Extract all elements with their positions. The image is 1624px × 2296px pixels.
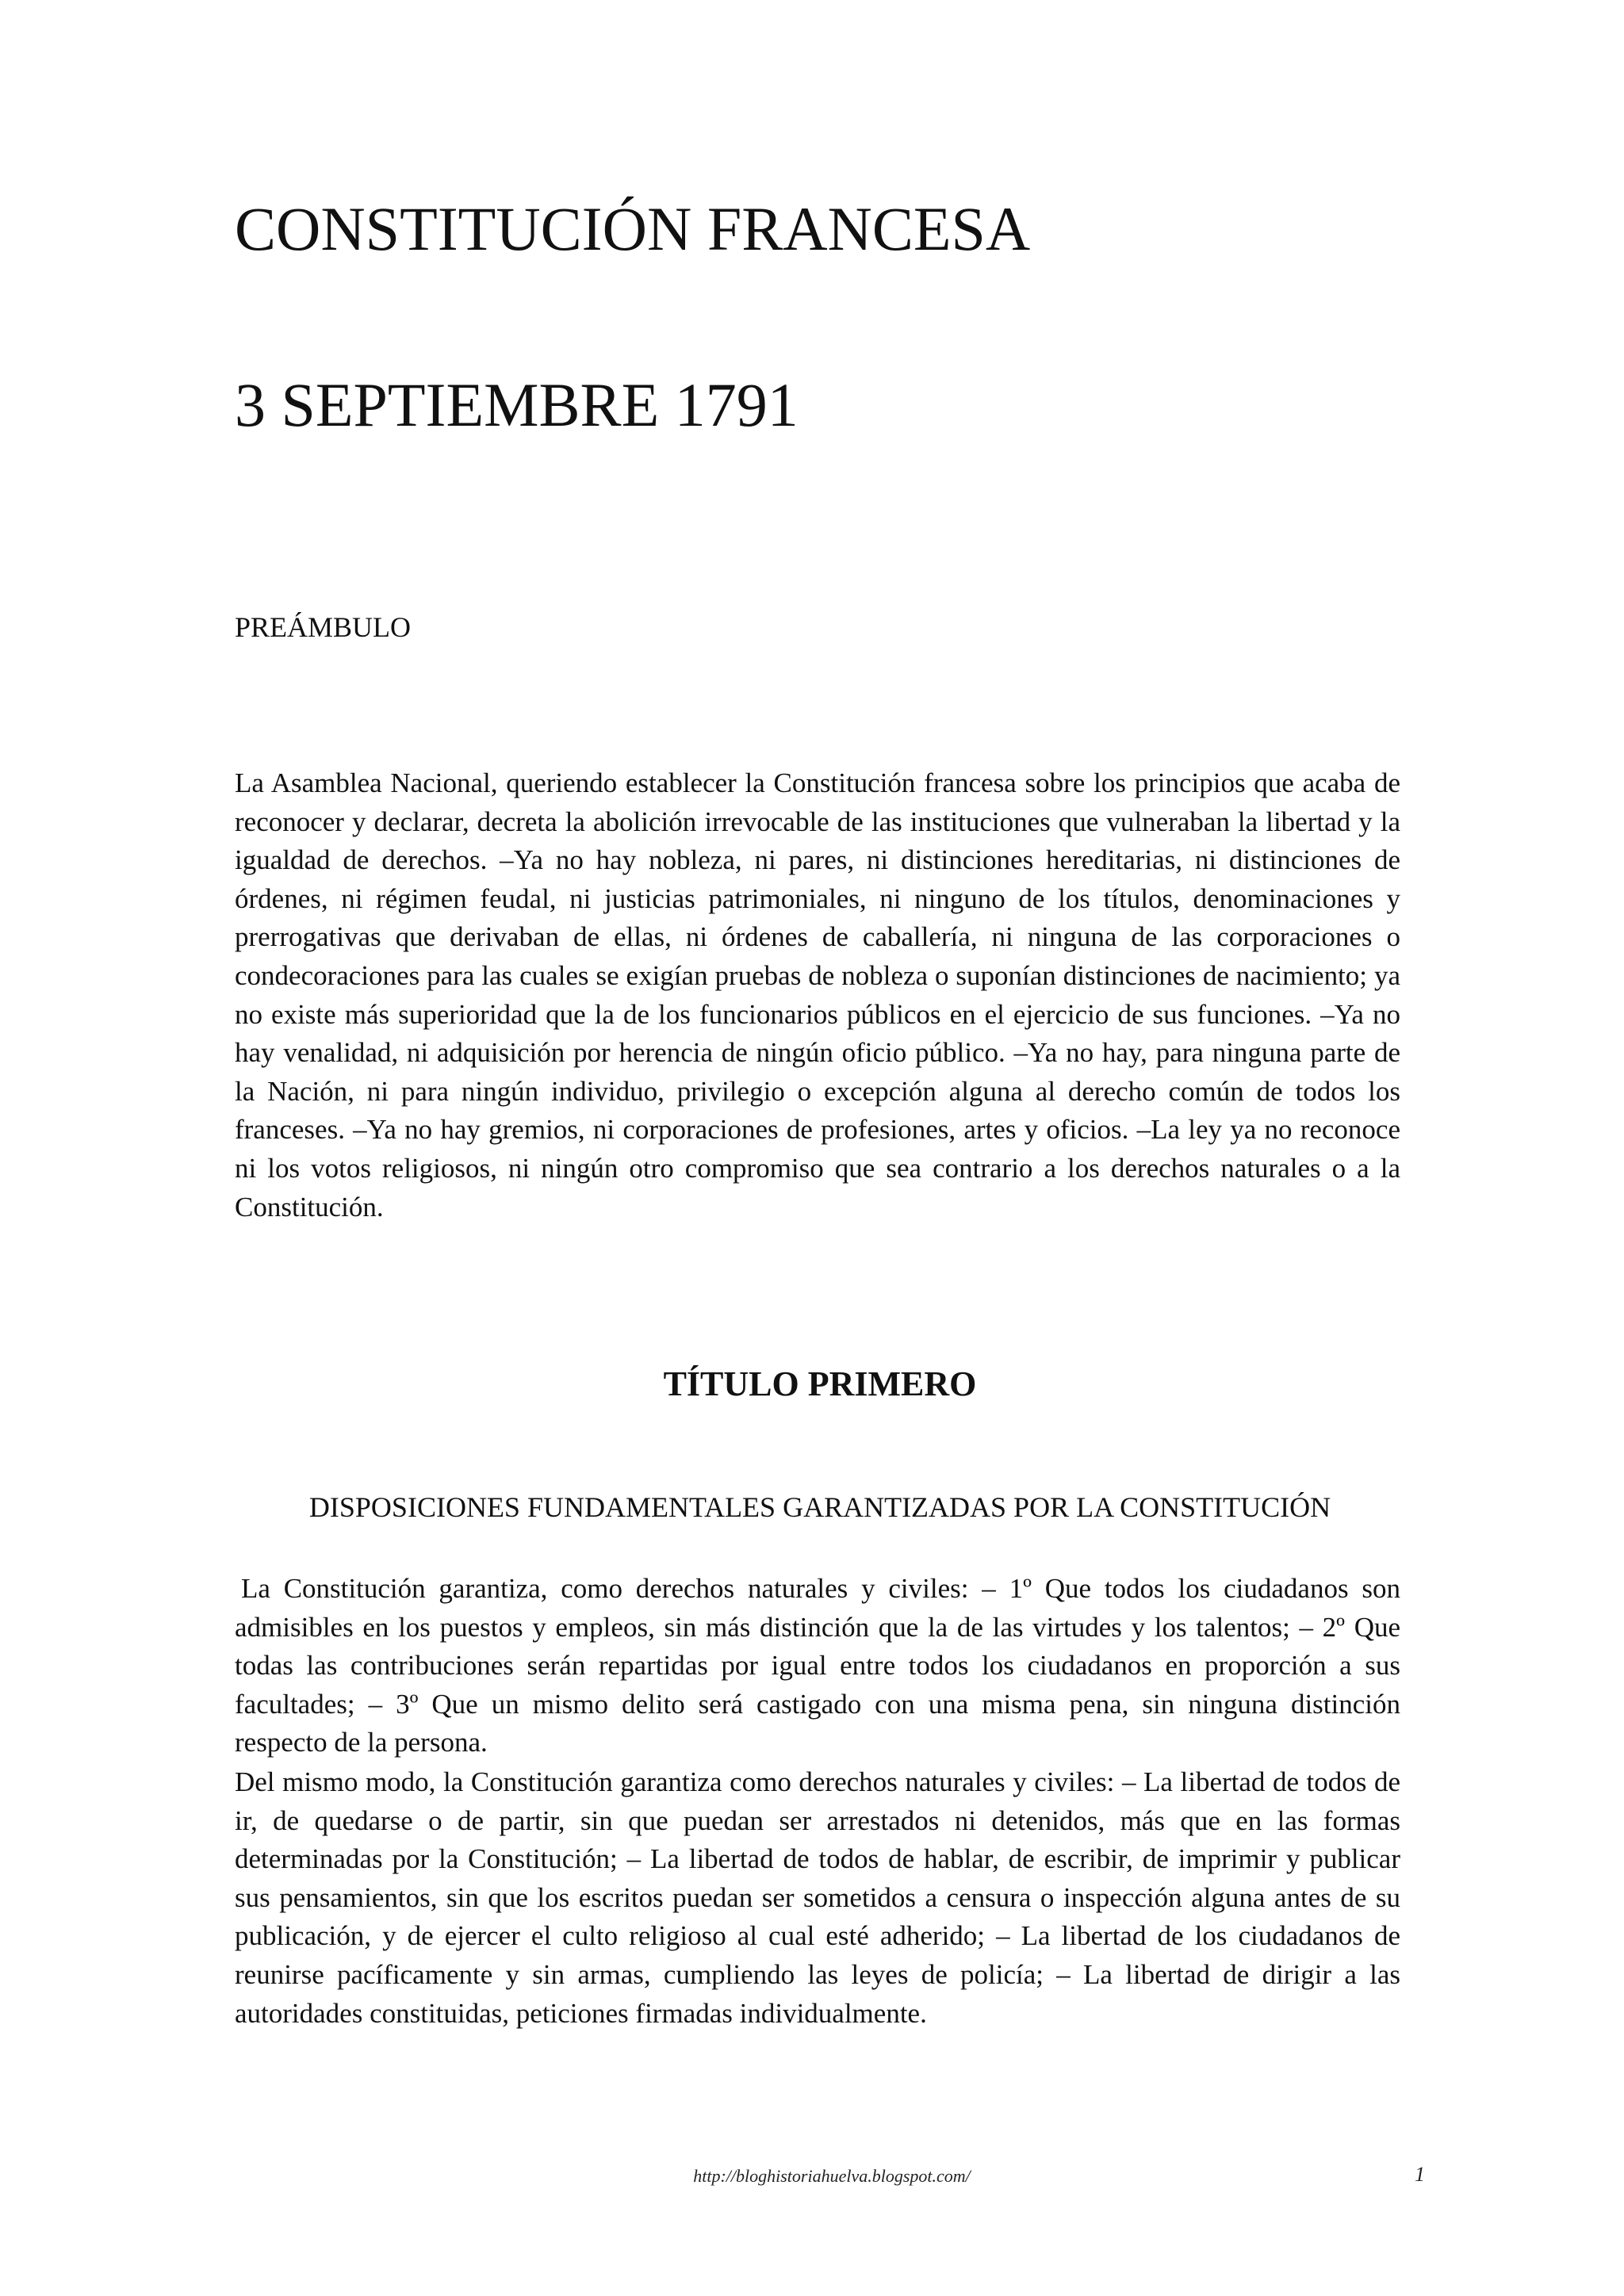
disposiciones-subheading: DISPOSICIONES FUNDAMENTALES GARANTIZADAS POR LA CONSTITUCIÓN — [308, 1491, 1331, 1523]
titulo-primero-heading: TÍTULO PRIMERO — [663, 1364, 977, 1403]
document-date: 3 SEPTIEMBRE 1791 — [235, 370, 799, 439]
titulo-primero-paragraph-1: La Constitución garantiza, como derechos naturales y civiles: – 1º Que todos los ciudadanos son admisibles en los puestos y empleos, sin más distinción que la de las virtudes y los talentos; – 2º Que todas las contribuciones serán repartidas por igual entre todos los ciudadanos en proporción a sus facultades; – 3º Que un mismo delito será castigado con una misma pena, sin ninguna distinción respecto de la persona. — [235, 1573, 1400, 1758]
preambulo-paragraph: La Asamblea Nacional, queriendo establecer la Constitución francesa sobre los principios que acaba de reconocer y declarar, decreta la abolición irrevocable de las instituciones que vulneraban la libertad y la igualdad de derechos. –Ya no hay nobleza, ni pares, ni distinciones hereditarias, ni distinciones de órdenes, ni régimen feudal, ni justicias patrimoniales, ni ninguno de los títulos, denominaciones y prerrogativas que derivaban de ellas, ni órdenes de caballería, ni ninguna de las corporaciones o condecoraciones para las cuales se exigían pruebas de nobleza o suponían distinciones de nacimiento; ya no existe más superioridad que la de los funcionarios públicos en el ejercicio de sus funciones. –Ya no hay venalidad, ni adquisición por herencia de ningún oficio público. –Ya no hay, para ninguna parte de la Nación, ni para ningún individuo, privilegio o excepción alguna al derecho común de todos los franceses. –Ya no hay gremios, ni corporaciones de profesiones, artes y oficios. –La ley ya no reconoce ni los votos religiosos, ni ningún otro compromiso que sea contrario a los derechos naturales o a la Constitución. — [235, 767, 1400, 1223]
footer-url: http://bloghistoriahuelva.blogspot.com/ — [693, 2166, 971, 2186]
preambulo-heading: PREÁMBULO — [235, 611, 412, 643]
titulo-primero-paragraph-2: Del mismo modo, la Constitución garantiza como derechos naturales y civiles: – La libertad de todos de ir, de quedarse o de partir, sin que puedan ser arrestados ni detenidos, más que en las formas determinadas por la Constitución; – La libertad de todos de hablar, de escribir, de imprimir y publicar sus pensamientos, sin que los escritos puedan ser sometidos a censura o inspección alguna antes de su publicación, y de ejercer el culto religioso al cual esté adherido; – La libertad de los ciudadanos de reunirse pacíficamente y sin armas, cumpliendo las leyes de policía; – La libertad de dirigir a las autoridades constituidas, peticiones firmadas individualmente. — [235, 1766, 1400, 2029]
document-title: CONSTITUCIÓN FRANCESA — [235, 194, 1031, 263]
page-number: 1 — [1415, 2163, 1425, 2186]
